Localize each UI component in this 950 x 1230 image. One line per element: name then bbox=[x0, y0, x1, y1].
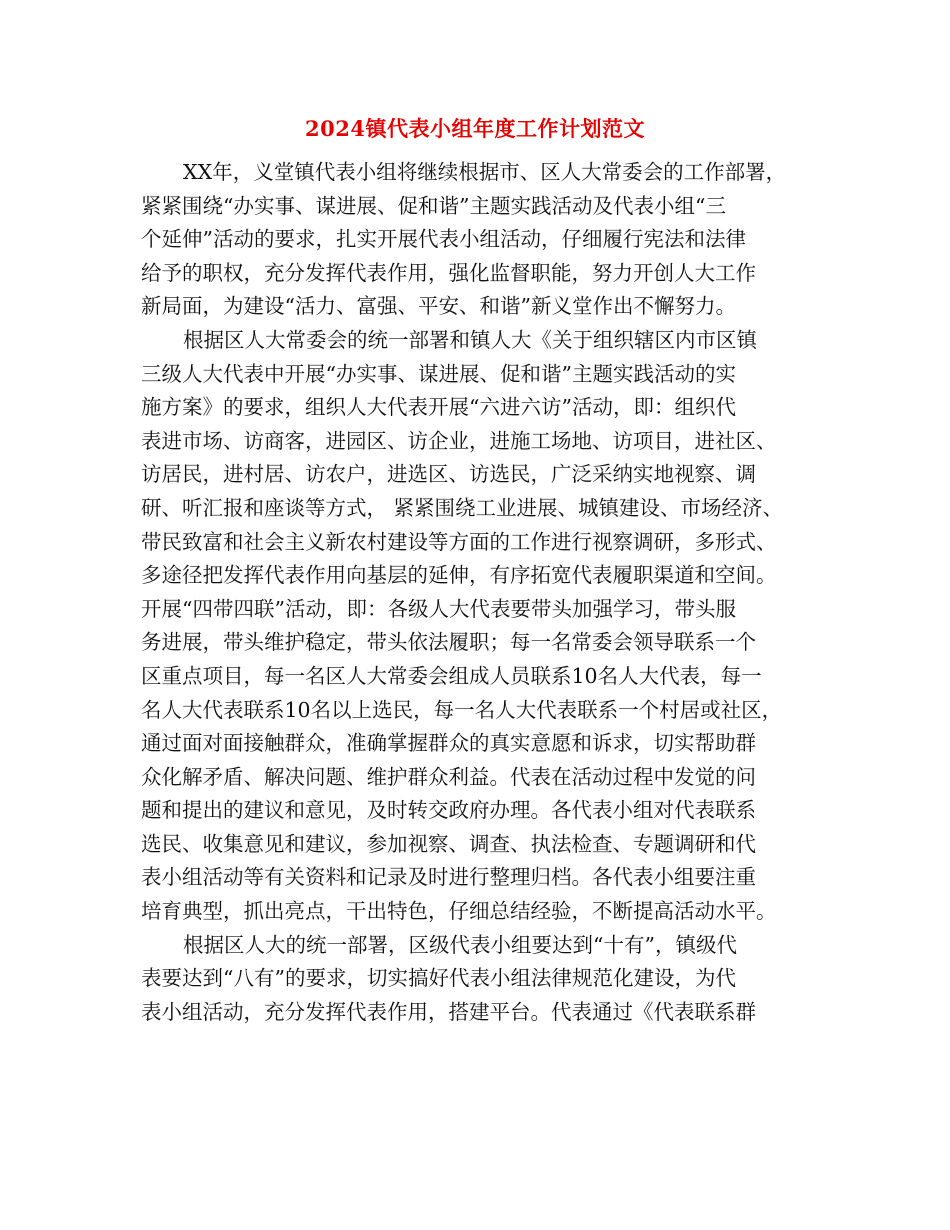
text-line: 给予的职权，充分发挥代表作用，强化监督职能，努力开创人大工作 bbox=[141, 260, 756, 285]
text-line: 访居民，进村居、访农户，进选区、访选民，广泛采纳实地视察、调 bbox=[141, 462, 756, 487]
text-line: XX年，义堂镇代表小组将继续根据市、区人大常委会的工作部署， bbox=[183, 160, 787, 184]
text-line: 选民、收集意见和建议，参加视察、调查、执法检查、专题调研和代 bbox=[141, 831, 756, 856]
text-line: 表要达到“八有”的要求，切实搞好代表小组法律规范化建设，为代 bbox=[141, 966, 736, 991]
text-line: 施方案》的要求，组织人大代表开展“六进六访”活动，即：组织代 bbox=[141, 395, 736, 420]
text-line: 表小组活动，充分发挥代表作用，搭建平台。代表通过《代表联系群 bbox=[141, 999, 756, 1024]
document-title: 2024镇代表小组年度工作计划范文 bbox=[305, 116, 645, 141]
document-body bbox=[141, 156, 821, 1029]
text-line: 名人大代表联系10名以上选民，每一名人大代表联系一个村居或社区， bbox=[141, 697, 783, 722]
text-line: 根据区人大常委会的统一部署和镇人大《关于组织辖区内市区镇 bbox=[183, 327, 757, 352]
text-line: 开展“四带四联”活动，即：各级人大代表要带头加强学习，带头服 bbox=[141, 596, 736, 621]
text-line: 培育典型，抓出亮点，干出特色，仔细总结经验，不断提高活动水平。 bbox=[141, 899, 777, 924]
text-line: 新局面，为建设“活力、富强、平安、和谐”新义堂作出不懈努力。 bbox=[141, 294, 736, 319]
text-line: 众化解矛盾、解决问题、维护群众利益。代表在活动过程中发觉的问 bbox=[141, 764, 756, 789]
text-line: 三级人大代表中开展“办实事、谋进展、促和谐”主题实践活动的实 bbox=[141, 361, 736, 386]
text-line: 研、听汇报和座谈等方式， 紧紧围绕工业进展、城镇建设、市场经济、 bbox=[141, 495, 784, 520]
text-line: 区重点项目，每一名区人大常委会组成人员联系10名人大代表，每一 bbox=[141, 663, 762, 688]
text-line: 个延伸”活动的要求，扎实开展代表小组活动，仔细履行宪法和法律 bbox=[141, 227, 746, 252]
text-line: 多途径把发挥代表作用向基层的延伸，有序拓宽代表履职渠道和空间。 bbox=[141, 563, 777, 588]
text-line: 表进市场、访商客，进园区、访企业，进施工场地、访项目，进社区、 bbox=[141, 428, 777, 453]
text-line: 带民致富和社会主义新农村建设等方面的工作进行视察调研，多形式、 bbox=[141, 529, 777, 554]
text-line: 务进展，带头维护稳定，带头依法履职；每一名常委会领导联系一个 bbox=[141, 630, 756, 655]
text-line: 表小组活动等有关资料和记录及时进行整理归档。各代表小组要注重 bbox=[141, 865, 756, 890]
text-line: 题和提出的建议和意见，及时转交政府办理。各代表小组对代表联系 bbox=[141, 798, 756, 823]
text-line: 紧紧围绕“办实事、谋进展、促和谐”主题实践活动及代表小组“三 bbox=[141, 193, 726, 218]
text-line: 通过面对面接触群众，准确掌握群众的真实意愿和诉求，切实帮助群 bbox=[141, 731, 756, 756]
text-line: 根据区人大的统一部署，区级代表小组要达到“十有”，镇级代 bbox=[183, 932, 737, 957]
